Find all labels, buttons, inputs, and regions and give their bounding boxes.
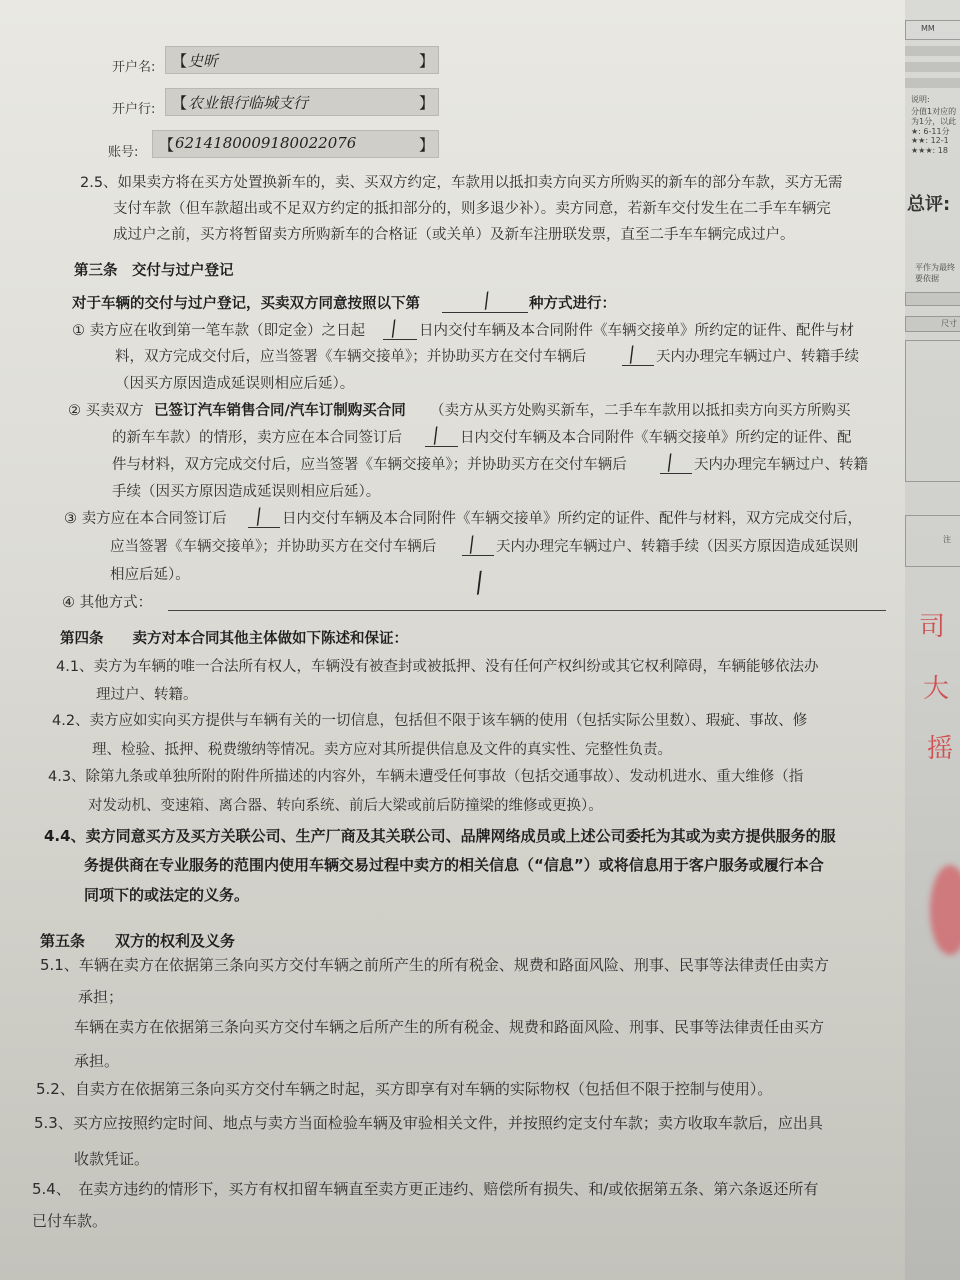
clause-5-1-line2: 承担； xyxy=(78,988,124,1006)
sheet-note-line5: ★★★: 18 xyxy=(911,146,948,155)
method-2-line3a: 件与材料，双方完成交付后，应当签署《车辆交接单》；并协助买方在交付车辆后 xyxy=(112,457,627,473)
account-name-label: 开户名: xyxy=(112,60,156,75)
account-number-handwriting: 6214180009180022076 xyxy=(175,134,357,152)
method-2-line2a: 的新车车款）的情形，卖方应在本合同签订后 xyxy=(112,430,402,446)
article-3-intro-b: 种方式进行： xyxy=(529,296,616,312)
sheet-note-char: 注 xyxy=(943,535,951,544)
method-1-line1b: 日内交付车辆及本合同附件《车辆交接单》所约定的证件、配件与材 xyxy=(419,323,854,339)
sheet-line-a: 平作为最终 xyxy=(915,263,955,272)
account-number-field: 【 6214180009180022076 】 xyxy=(152,130,439,158)
method-2-line1a: ② 买卖双方 xyxy=(68,403,144,419)
stamp-char-1: 司 xyxy=(919,612,946,642)
method-4-blank-line xyxy=(168,610,886,611)
article-5-title: 第五条 双方的权利及义务 xyxy=(40,932,236,950)
bank-label: 开户行: xyxy=(112,102,156,117)
method-blank xyxy=(442,311,528,313)
account-name-field: 【 史昕 】 xyxy=(165,46,439,74)
method-1-slash2: / xyxy=(624,341,639,367)
clause-2-5-line3: 成过户之前，买方将暂留卖方所购新车的合格证（或关单）及新车注册联发票，直至二手车车辆完成过户。 xyxy=(113,227,795,243)
method-3-line1a: ③ 卖方应在本合同签订后 xyxy=(64,511,227,527)
method-2-line4: 手续（因买方原因造成延误则相应后延）。 xyxy=(112,484,381,500)
clause-4-4-line2: 务提供商在专业服务的范围内使用车辆交易过程中卖方的相关信息（“信息”）或将信息用于客户服务或履行本合 xyxy=(84,856,824,874)
article-3-title: 第三条 交付与过户登记 xyxy=(74,263,234,279)
clause-5-3-line2: 收款凭证。 xyxy=(74,1150,150,1168)
bank-field: 【 农业银行临城支行 】 xyxy=(165,88,439,116)
sheet-note-line1: 分值1对应的 xyxy=(911,107,957,116)
sheet-note-line3: ★: 6-11分 xyxy=(911,127,950,136)
method-3-line2b: 天内办理完车辆过户、转籍手续（因买方原因造成延误则 xyxy=(496,539,859,555)
method-2-line1b: 已签订汽车销售合同/汽车订制购买合同 xyxy=(154,403,406,419)
method-1-line2b: 天内办理完车辆过户、转籍手续 xyxy=(656,349,859,365)
method-2-line3b: 天内办理完车辆过户、转籍 xyxy=(694,457,868,473)
clause-4-1-line1: 4.1、卖方为车辆的唯一合法所有权人，车辆没有被查封或被抵押、没有任何产权纠纷或其它权利障碍，车辆能够依法办 xyxy=(56,659,819,675)
clause-4-2-line1: 4.2、卖方应如实向买方提供与车辆有关的一切信息，包括但不限于该车辆的使用（包括实际公里数）、瑕疵、事故、修 xyxy=(52,713,808,729)
clause-2-5-line2: 支付车款（但车款超出或不足双方约定的抵扣部分的，则多退少补）。卖方同意，若新车交付发生在二手车车辆完 xyxy=(113,201,831,217)
clause-5-1-line4: 承担。 xyxy=(74,1052,120,1070)
clause-5-4-line2: 已付车款。 xyxy=(32,1212,108,1230)
sheet-line-b: 要依据 xyxy=(915,274,939,283)
sheet-total-score: 总评: xyxy=(907,194,951,215)
method-3-extra-slash: / xyxy=(470,567,489,599)
underlying-sheet xyxy=(905,0,960,1280)
method-slash-mark: / xyxy=(479,287,494,313)
stamp-char-3: 摇 xyxy=(927,734,954,764)
sheet-size-label: 尺寸 xyxy=(941,319,957,328)
method-3-line2a: 应当签署《车辆交接单》；并协助买方在交付车辆后 xyxy=(110,539,437,555)
stamp-char-2: 大 xyxy=(923,674,950,704)
article-3-intro-a: 对于车辆的交付与过户登记，买卖双方同意按照以下第 xyxy=(72,296,420,312)
clause-5-1-line3: 车辆在卖方在依据第三条向买方交付车辆之后所产生的所有税金、规费和路面风险、刑事、民事等法律责任由买方 xyxy=(74,1018,825,1036)
account-name-handwriting: 史昕 xyxy=(188,52,219,70)
clause-4-1-line2: 理过户、转籍。 xyxy=(96,687,198,703)
clause-4-4-line3: 同项下的或法定的义务。 xyxy=(84,886,250,904)
sheet-note-line2: 为1分，以此 xyxy=(911,117,957,126)
method-1-line1a: ① 卖方应在收到第一笔车款（即定金）之日起 xyxy=(72,323,366,339)
clause-5-2: 5.2、自卖方在依据第三条向买方交付车辆之时起，买方即享有对车辆的实际物权（包括但不限于控制与使用）。 xyxy=(36,1080,773,1098)
method-3-line1b: 日内交付车辆及本合同附件《车辆交接单》所约定的证件、配件与材料，双方完成交付后， xyxy=(282,511,862,527)
clause-2-5-line1: 2.5、如果卖方将在买方处置换新车的，卖、买双方约定，车款用以抵扣卖方向买方所购买的新车的部分车款，买方无需 xyxy=(80,175,843,191)
clause-4-3-line2: 对发动机、变速箱、离合器、转向系统、前后大梁或前后防撞梁的维修或更换）。 xyxy=(88,798,603,814)
method-2-slash1: / xyxy=(428,422,443,448)
clause-4-2-line2: 理、检验、抵押、税费缴纳等情况。卖方应对其所提供信息及文件的真实性、完整性负责。 xyxy=(92,742,672,758)
method-2-line1c: （卖方从买方处购买新车，二手车车款用以抵扣卖方向买方所购买 xyxy=(430,403,851,419)
method-1-line3: （因买方原因造成延误则相应后延）。 xyxy=(115,376,355,392)
method-2-slash2: / xyxy=(662,449,677,475)
clause-4-4-line1: 4.4、卖方同意买方及买方关联公司、生产厂商及其关联公司、品牌网络成员或上述公司委托为其或为卖方提供服务的服 xyxy=(44,827,836,845)
article-4-title: 第四条 卖方对本合同其他主体做如下陈述和保证： xyxy=(60,631,408,647)
method-1-slash1: / xyxy=(386,315,401,341)
clause-4-3-line1: 4.3、除第九条或单独所附的附件所描述的内容外，车辆未遭受任何事故（包括交通事故）、发动机进水、重大维修（指 xyxy=(48,769,804,785)
sheet-note-label: 说明: xyxy=(911,95,930,104)
sheet-mm-text: MM xyxy=(921,24,935,33)
method-3-slash1: / xyxy=(251,503,266,529)
clause-5-4-line1: 5.4、 在卖方违约的情形下，买方有权扣留车辆直至卖方更正违约、赔偿所有损失、和/或依据第五条、第六条返还所有 xyxy=(32,1180,819,1198)
sheet-note-line4: ★★: 12-1 xyxy=(911,136,949,145)
account-number-label: 账号: xyxy=(108,145,139,160)
method-4-line: ④ 其他方式： xyxy=(62,595,153,611)
method-3-slash2: / xyxy=(464,531,479,557)
method-1-line2a: 料，双方完成交付后，应当签署《车辆交接单》；并协助买方在交付车辆后 xyxy=(115,349,587,365)
sheet-table xyxy=(905,340,960,482)
method-3-line3: 相应后延）。 xyxy=(110,567,190,583)
clause-5-1-line1: 5.1、车辆在卖方在依据第三条向买方交付车辆之前所产生的所有税金、规费和路面风险、刑事、民事等法律责任由卖方 xyxy=(40,956,829,974)
clause-5-3-line1: 5.3、买方应按照约定时间、地点与卖方当面检验车辆及审验相关文件，并按照约定支付车款；卖方收取车款后，应出具 xyxy=(34,1114,823,1132)
method-2-line2b: 日内交付车辆及本合同附件《车辆交接单》所约定的证件、配 xyxy=(460,430,852,446)
bank-handwriting: 农业银行临城支行 xyxy=(188,94,309,112)
